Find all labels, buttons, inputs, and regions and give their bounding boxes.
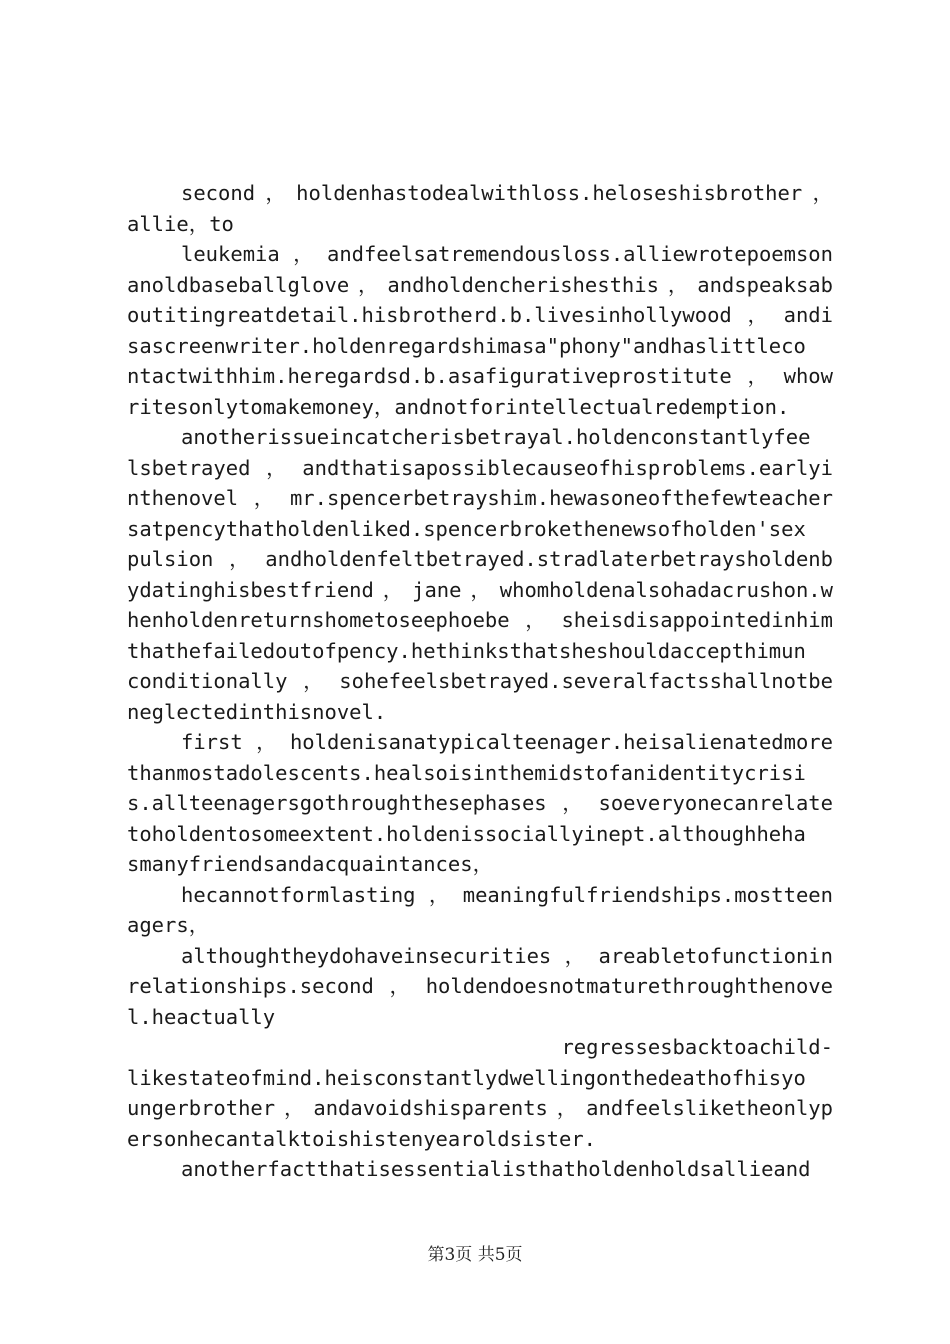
text-line: anotherfactthatisessentialisthatholdenholdsallieand (181, 1157, 811, 1181)
text-line: ritesonlytomakemoney，andnotforintellectualredemption. (127, 394, 790, 419)
text-line: satpencythatholdenliked.spencerbrokethenewsofholden'sex (127, 516, 806, 541)
text-line: toholdentosomeextent.holdenissociallyinept.althoughheha (127, 821, 806, 846)
text-line: second，holdenhastodealwithloss.heloseshisbrother， (181, 181, 833, 205)
text-line: anoldbaseballglove，andholdencherishesthis，andspeaksab (127, 272, 833, 297)
text-line: hecannotformlasting，meaningfulfriendships.mostteen (181, 882, 833, 907)
text-line: outitingreatdetail.hisbrotherd.b.livesinhollywood，andi (127, 303, 833, 327)
text-line: nthenovel，mr.spencerbetrayshim.hewasoneofthefewteacher (127, 486, 833, 510)
text-line: likestateofmind.heisconstantlydwellingonthedeathofhisyo (127, 1065, 806, 1090)
text-line: sascreenwriter.holdenregardshimasa"phony"andhaslittleco (127, 333, 806, 358)
text-line: lsbetrayed，andthatisapossiblecauseofhisproblems.earlyi (127, 455, 833, 480)
text-line: agers， (127, 913, 210, 937)
page-footer: 第3页 共5页 (427, 1245, 523, 1265)
text-line: conditionally，sohefeelsbetrayed.severalfactsshallnotbe (127, 669, 833, 693)
text-line: smanyfriendsandacquaintances， (127, 852, 494, 876)
text-line: l.heactually (127, 1004, 276, 1029)
text-line: pulsion，andholdenfeltbetrayed.stradlaterbetraysholdenb (127, 547, 833, 571)
text-line: allie，to (127, 211, 234, 236)
text-line: ungerbrother，andavoidshisparents，andfeelsliketheonlyp (127, 1096, 833, 1120)
text-line: first，holdenisanatypicalteenager.heisalienatedmore (181, 730, 833, 754)
text-line: henholdenreturnshometoseephoebe，sheisdisappointedinhim (127, 608, 833, 632)
text-line: s.allteenagersgothroughthesephases，soeveryonecanrelate (127, 791, 833, 815)
text-line: ydatinghisbestfriend，jane，whomholdenalsohadacrushon.w (127, 577, 833, 602)
body-text (127, 178, 833, 1185)
text-line: leukemia，andfeelsatremendousloss.alliewrotepoemson (181, 242, 833, 266)
text-line: relationships.second，holdendoesnotmaturethroughthenove (127, 974, 833, 998)
text-line: thathefailedoutofpency.hethinksthatsheshouldaccepthimun (127, 638, 806, 663)
text-line: anotherissueincatcherisbetrayal.holdenconstantlyfee (181, 425, 811, 449)
text-line: neglectedinthisnovel. (127, 699, 387, 724)
text-line: althoughtheydohaveinsecurities，areabletofunctionin (181, 943, 833, 968)
text-line: regressesbacktoachild- (561, 1035, 833, 1059)
text-line: ersonhecantalktoishistenyearoldsister. (127, 1126, 596, 1151)
text-line: ntactwithhim.heregardsd.b.asafigurativeprostitute，whow (127, 364, 833, 388)
text-line: thanmostadolescents.healsoisinthemidstofanidentitycrisi (127, 760, 806, 785)
